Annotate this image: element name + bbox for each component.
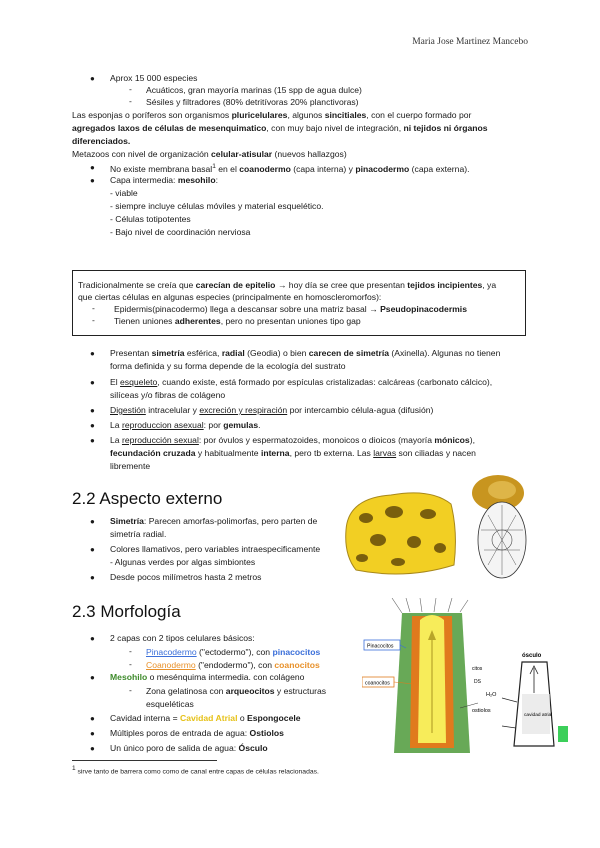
- text: simetría: [151, 348, 185, 358]
- coanodermo-line: [146, 659, 320, 672]
- text: pinacocitos: [272, 647, 321, 657]
- algae-line: - Algunas verdes por algas simbiontes: [110, 557, 256, 567]
- footnote-number: 1: [72, 765, 76, 772]
- bullet: ●: [90, 378, 95, 387]
- text: : por: [203, 420, 224, 430]
- citos-label: citos: [472, 666, 483, 672]
- sexual-line: [110, 434, 475, 447]
- size-line: Desde pocos milímetros hasta 2 metros: [110, 572, 262, 582]
- list-item: - Células totipotentes: [110, 214, 191, 224]
- text: Simetría: [110, 516, 144, 526]
- dash: -: [129, 84, 132, 94]
- layers-line: 2 capas con 2 tipos celulares básicos:: [110, 633, 255, 643]
- dash: -: [92, 315, 95, 325]
- text: excreción y respiración: [199, 405, 288, 415]
- bullet: ●: [90, 545, 95, 554]
- text: Tienen uniones: [114, 316, 175, 326]
- bullet: ●: [90, 573, 95, 582]
- bullet: ●: [90, 163, 95, 172]
- mesohilo-line: [110, 174, 218, 187]
- text: Mesohilo: [110, 672, 148, 682]
- text: agregados laxos de células de mesenquimatico: [72, 123, 267, 133]
- text: Metazoos con nivel de organización: [72, 149, 212, 159]
- text: intracelular y: [145, 405, 200, 415]
- text: , con muy bajo nivel de integración,: [266, 123, 404, 133]
- text: Coanodermo: [146, 660, 196, 670]
- text: , cuando existe, está formado por espículas cristalizadas: calcáreas (carbonato cálcico),: [157, 377, 493, 387]
- text: o mesénquima intermedia. con colágeno: [147, 672, 305, 682]
- text: :: [215, 175, 218, 185]
- text: tejidos incipientes: [407, 280, 483, 290]
- digestion-line: [110, 404, 433, 417]
- text: Ósculo: [238, 743, 268, 753]
- text: Un único poro de salida de agua:: [110, 743, 239, 753]
- bullet: ●: [90, 176, 95, 185]
- text: mónicos: [434, 435, 470, 445]
- text: , pero tb externa. Las: [289, 448, 374, 458]
- text: , algunos: [287, 110, 325, 120]
- text: Epidermis(pinacodermo) llega a descansar sobre una matriz basal →: [114, 304, 381, 314]
- h2o-label: H₂O: [486, 692, 497, 698]
- text: , con el cuerpo formado por: [366, 110, 472, 120]
- note-line: que ciertas células en algunas especies (principalmente en homoscleromorfos):: [78, 292, 382, 302]
- text: interna: [260, 448, 290, 458]
- bullet: ●: [90, 349, 95, 358]
- section-title-aspecto: 2.2 Aspecto externo: [72, 489, 223, 508]
- text: ("endodermo"), con: [195, 660, 275, 670]
- bullet: ●: [90, 74, 95, 83]
- text: , ya: [482, 280, 497, 290]
- text: ),: [469, 435, 475, 445]
- text: ni tejidos ni órganos: [403, 123, 488, 133]
- osculo-label: ósculo: [522, 653, 542, 659]
- text: (capa externa).: [409, 163, 470, 174]
- bullet: ●: [90, 634, 95, 643]
- green-marker-icon: [558, 726, 568, 742]
- text: en el: [215, 163, 240, 174]
- footnote: [72, 765, 319, 775]
- pinacodermo-line: [146, 646, 320, 659]
- text: pinacodermo: [355, 163, 410, 174]
- paragraph-line: [72, 109, 471, 122]
- text: La: [110, 420, 122, 430]
- paragraph-line: [72, 148, 347, 161]
- list-item: - viable: [110, 188, 138, 198]
- osculo-line: [110, 742, 268, 755]
- bullet: ●: [90, 729, 95, 738]
- text: Pinacodermo: [146, 647, 197, 657]
- paragraph-line: [72, 135, 130, 148]
- symmetry-line: [110, 347, 500, 360]
- note-line: [78, 279, 496, 292]
- text: (nuevos hallazgos): [272, 149, 347, 159]
- bullet: ●: [90, 436, 95, 445]
- note-line: [114, 315, 361, 328]
- coanocitos-label: coanocitos: [365, 680, 390, 687]
- text: radial: [221, 348, 245, 358]
- text: celular-atisular: [211, 149, 273, 159]
- bullet: ●: [90, 673, 95, 682]
- aquatic-line: Acuáticos, gran mayoría marinas (15 spp de agua dulce): [146, 85, 362, 95]
- ostiolos-line: [110, 727, 284, 740]
- text: y estructuras: [274, 686, 327, 696]
- dash: -: [129, 685, 132, 695]
- list-item: - siempre incluye células móviles y material esquelético.: [110, 201, 324, 211]
- text: sincitiales: [324, 110, 367, 120]
- gelatinous-line-2: esqueléticas: [146, 699, 194, 709]
- text: y habitualmente: [195, 448, 261, 458]
- text: (Geodia) o bien: [244, 348, 309, 358]
- asexual-line: [110, 419, 261, 432]
- text: (capa interna) y: [290, 163, 356, 174]
- pinacocitos-label: Pinacocitos: [367, 643, 394, 650]
- text: Presentan: [110, 348, 152, 358]
- ostiolos-label: ostiolos: [472, 708, 491, 714]
- gelatinous-line: [146, 685, 326, 698]
- author-name: Maria Jose Martinez Mancebo: [412, 37, 528, 47]
- text: Capa intermedia:: [110, 175, 178, 185]
- aspect-symmetry-line-2: simetría radial.: [110, 529, 167, 539]
- text: arqueocitos: [225, 686, 275, 696]
- text: por intercambio célula-agua (difusión): [287, 405, 434, 415]
- paragraph-line: [72, 122, 488, 135]
- text: son ciliadas y nacen: [396, 448, 476, 458]
- note-line: [114, 303, 467, 316]
- text: ("ectodermo"), con: [196, 647, 273, 657]
- sponge-illustration: [336, 470, 536, 585]
- text: Cavidad interna =: [110, 713, 180, 723]
- text: : por óvulos y espermatozoides, monoicos o dioicos (mayoría: [198, 435, 435, 445]
- colors-line: Colores llamativos, pero variables intraespecificamente: [110, 544, 321, 554]
- text: Zona gelatinosa con: [146, 686, 226, 696]
- cavidad-label: cavidad atrial: [524, 713, 553, 718]
- aspect-symmetry-line: [110, 515, 317, 528]
- dash: -: [129, 659, 132, 669]
- text: diferenciados.: [72, 136, 131, 146]
- text: pluricelulares: [231, 110, 288, 120]
- symmetry-line-2: forma definida y su forma depende de la ecología del sustrato: [110, 361, 346, 371]
- text: Múltiples poros de entrada de agua:: [110, 728, 250, 738]
- text: Ostiolos: [249, 728, 284, 738]
- cavity-line: [110, 712, 301, 725]
- text: adherentes: [174, 316, 221, 326]
- text: reproducción sexual: [121, 435, 199, 445]
- text: fecundación cruzada: [110, 448, 196, 458]
- bullet: ●: [90, 406, 95, 415]
- morphology-diagram: [362, 598, 574, 760]
- footnote-text: sirve tanto de barrera como como de canal entre capas de células relacionadas.: [75, 768, 319, 776]
- text: mesohilo: [177, 175, 216, 185]
- text: No existe membrana basal: [110, 163, 213, 174]
- text: esférica,: [184, 348, 222, 358]
- text: Tradicionalmente se creía que: [78, 280, 196, 290]
- text: Las esponjas o poríferos son organismos: [72, 110, 232, 120]
- text: .: [258, 420, 261, 430]
- sexual-line-2: [110, 447, 476, 460]
- text: Pseudopinacodermis: [380, 304, 467, 314]
- text: El: [110, 377, 121, 387]
- sessile-line: Sésiles y filtradores (80% detritívoras 20% planctivoras): [146, 97, 359, 107]
- text: esqueleto: [120, 377, 158, 387]
- text: carecían de epitelio: [195, 280, 276, 290]
- list-item: - Bajo nivel de coordinación nerviosa: [110, 227, 251, 237]
- bullet: ●: [90, 714, 95, 723]
- footnote-ref: 1: [212, 163, 216, 170]
- bullet: ●: [90, 517, 95, 526]
- text: reproduccion asexual: [121, 420, 204, 430]
- dash: -: [92, 303, 95, 313]
- skeleton-line: [110, 376, 492, 389]
- text: La: [110, 435, 122, 445]
- dash: -: [129, 96, 132, 106]
- dash: -: [129, 646, 132, 656]
- mesohilo-morph-line: [110, 671, 304, 684]
- text: , pero no presentan uniones tipo gap: [220, 316, 361, 326]
- sexual-line-3: libremente: [110, 461, 151, 471]
- text: coanodermo: [239, 163, 291, 174]
- text: gemulas: [223, 420, 259, 430]
- footnote-rule: [72, 760, 217, 761]
- text: (Axinella). Algunas no tienen: [389, 348, 501, 358]
- text: Espongocele: [247, 713, 301, 723]
- skeleton-line-2: silíceas y/o fibras de colágeno: [110, 390, 226, 400]
- text: coanocitos: [274, 660, 320, 670]
- text: Cavidad Atrial: [180, 713, 238, 723]
- bullet: ●: [90, 421, 95, 430]
- text: Digestión: [110, 405, 146, 415]
- text: → hoy día se cree que presentan: [275, 280, 408, 290]
- species-count: Aprox 15 000 especies: [110, 73, 198, 83]
- bullet: ●: [90, 744, 95, 753]
- text: larvas: [373, 448, 397, 458]
- text: : Parecen amorfas-polimorfas, pero parten de: [143, 516, 318, 526]
- section-title-morfologia: 2.3 Morfología: [72, 602, 181, 621]
- text: o: [237, 713, 248, 723]
- text: carecen de simetría: [308, 348, 390, 358]
- ds-label: DS: [474, 679, 481, 685]
